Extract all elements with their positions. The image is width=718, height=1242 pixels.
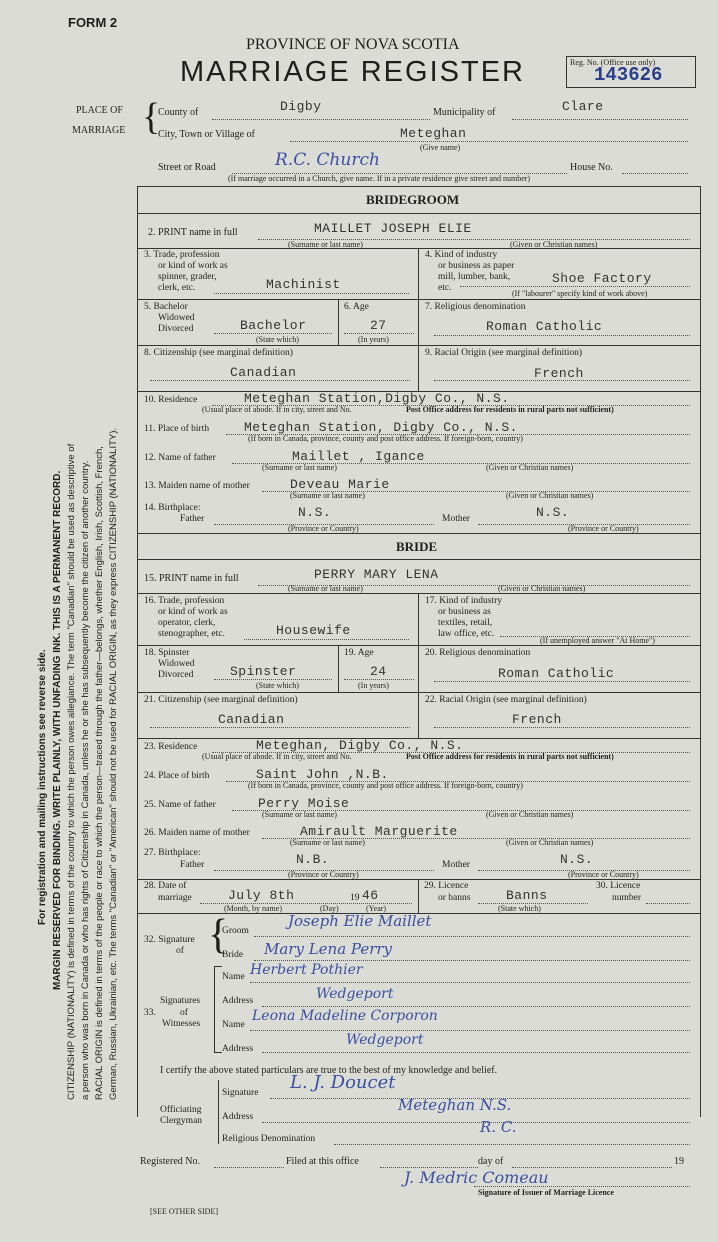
groom-signature: Joseph Elie Maillet (288, 912, 432, 930)
year-prefix: 19 (350, 893, 360, 903)
bride-mother-poc-note: (Province or Country) (568, 870, 639, 879)
year-19-label: 19 (674, 1156, 684, 1167)
groom-vdiv-2 (338, 299, 339, 345)
q5-line (214, 333, 332, 334)
give-name-note: (Give name) (420, 143, 461, 152)
w1-address-label: Address (222, 996, 254, 1006)
municipality-label: Municipality of (433, 107, 496, 118)
q17-label-c: textiles, retail, (438, 618, 493, 628)
bride-res-note-2: Post Office address for residents in rural parts not sufficient) (406, 752, 614, 761)
clergy-label-a: Officiating (160, 1105, 202, 1115)
witness-label-b: of (180, 1008, 188, 1018)
father-given-note: (Given or Christian names) (486, 463, 574, 472)
house-line (622, 173, 688, 174)
witness1-address: Wedgeport (316, 986, 394, 1002)
witness-label-a: Signatures (160, 996, 201, 1006)
father-surname-note: (Surname or last name) (262, 463, 337, 472)
certify-statement: I certify the above stated particulars are true to the best of my knowledge and belief. (160, 1065, 498, 1076)
residence-note-1: (Usual place of abode. If in city, street and No. (202, 405, 352, 414)
surname-note: (Surname or last name) (288, 240, 363, 249)
groom-vdiv-4 (418, 345, 419, 391)
bride-sig-line (254, 960, 690, 961)
labourer-note: (If "labourer" specify kind of work above) (512, 289, 648, 298)
side-instructions: For registration and mailing instructions see reverse side. (37, 649, 48, 925)
day-of-label: day of (478, 1156, 504, 1167)
q30-line (646, 903, 690, 904)
q6-line (344, 333, 414, 334)
q3-label-d: clerk, etc. (158, 283, 196, 293)
bride-father: Perry Moise (258, 796, 350, 811)
witness2-address: Wedgeport (346, 1032, 424, 1048)
year-note: (Year) (366, 904, 387, 913)
bride-state-note: (State which) (256, 681, 299, 690)
witness-label-c: Witnesses (162, 1019, 201, 1029)
given-note: (Given or Christian names) (510, 240, 598, 249)
groom-rule-1 (137, 213, 700, 214)
q18-line (214, 679, 332, 680)
county-value: Digby (280, 99, 322, 114)
q29-label-a: 29. Licence (424, 881, 469, 891)
q4-label-c: mill, lumber, bank, (438, 272, 511, 282)
q18-label-b: Widowed (158, 659, 195, 669)
city-value: Meteghan (400, 126, 467, 141)
q4-label-a: 4. Kind of industry (425, 250, 498, 260)
q15-label: 15. PRINT name in full (144, 573, 239, 584)
state-note: (State which) (256, 335, 299, 344)
q19-line (344, 679, 414, 680)
q28-label-b: marriage (158, 893, 192, 903)
groom-religion: Roman Catholic (486, 319, 603, 334)
q30-label-a: 30. Licence (596, 881, 641, 891)
clergy-denom-line (334, 1144, 690, 1145)
see-other-side: [SEE OTHER SIDE] (150, 1207, 218, 1216)
q5-label-b: Widowed (158, 313, 195, 323)
bride-father-surname-note: (Surname or last name) (262, 810, 337, 819)
clergy-address-label: Address (222, 1112, 254, 1122)
q28-label-a: 28. Date of (144, 881, 187, 891)
q12-label: 12. Name of father (144, 453, 216, 463)
bride-mother-birthplace: N.S. (560, 852, 594, 867)
groom-residence: Meteghan Station,Digby Co., N.S. (244, 391, 510, 406)
q4-label-b: or business as paper (438, 261, 515, 271)
groom-full-name: MAILLET JOSEPH ELIE (314, 221, 472, 236)
house-label: House No. (570, 162, 613, 173)
groom-citizenship: Canadian (230, 365, 297, 380)
filed-label: Filed at this office (286, 1156, 359, 1167)
q18-label-a: 18. Spinster (144, 648, 190, 658)
month-note: (Month, by name) (224, 904, 282, 913)
place-brace: { (142, 96, 161, 138)
w1-name-line (250, 982, 690, 983)
q30-label-b: number (612, 893, 642, 903)
side-margin-note: MARGIN RESERVED FOR BINDING. WRITE PLAINLY, WITH UNFADING INK. THIS IS A PERMANENT RECORD. (52, 470, 63, 990)
q2-label: 2. PRINT name in full (148, 227, 238, 238)
bride-birth-note: (If born in Canada, province, county and post office address. If foreign-born, country) (248, 781, 523, 790)
street-note: (If marriage occurred in a Church, give name. If in a private residence give street and number) (228, 174, 531, 183)
q5-label-c: Divorced (158, 324, 194, 334)
side-racial-def: RACIAL ORIGIN is defined in terms of the people or race to which the person—traced through the father—belongs, whether English, Irish, Scottish, French, (94, 446, 105, 1100)
bride-status: Spinster (230, 664, 297, 679)
form-number: FORM 2 (68, 15, 118, 30)
q7-line (434, 335, 690, 336)
street-label: Street or Road (158, 162, 216, 173)
clergy-signature-label: Signature (222, 1088, 259, 1098)
q16-label-c: operator, clerk, (158, 618, 216, 628)
q13-label: 13. Maiden name of mother (144, 481, 250, 491)
q22-label: 22. Racial Origin (see marginal definition) (425, 695, 587, 705)
clergy-denomination: R. C. (480, 1118, 517, 1136)
bride-mother-surname-note: (Surname or last name) (290, 838, 365, 847)
groom-sig-label: Groom (222, 926, 249, 936)
w1-name-label: Name (222, 972, 245, 982)
bride-mother: Amirault Marguerite (300, 824, 458, 839)
q23-label: 23. Residence (144, 742, 198, 752)
bride-given-note: (Given or Christian names) (498, 584, 586, 593)
clergy-address: Meteghan N.S. (398, 1096, 512, 1114)
sig-brace: { (208, 912, 229, 958)
q3-line (214, 293, 409, 294)
q27-label: 27. Birthplace: (144, 848, 201, 858)
side-citizenship-def-2: a person who was born in Canada or who has rights of Citizenship in Canada, unless he or she has subsequently become the citizen of another country. (80, 460, 91, 1100)
bride-mother-bp-label: Mother (442, 860, 470, 870)
bride-trade: Housewife (276, 623, 351, 638)
w1-address-line (262, 1006, 690, 1007)
reg-no-value: 143626 (594, 64, 663, 86)
q16-label-b: or kind of work as (158, 607, 228, 617)
mother-given-note: (Given or Christian names) (506, 491, 594, 500)
bride-heading: BRIDE (396, 539, 438, 554)
q3-label-b: or kind of work as (158, 261, 228, 271)
groom-birthplace: Meteghan Station, Digby Co., N.S. (244, 420, 518, 435)
bride-father-poc-note: (Province or Country) (288, 870, 359, 879)
q18-label-c: Divorced (158, 670, 194, 680)
q3-label-a: 3. Trade, profession (144, 250, 220, 260)
issuer-line (474, 1186, 690, 1187)
bride-father-given-note: (Given or Christian names) (486, 810, 574, 819)
groom-sig-line (254, 936, 690, 937)
groom-trade: Machinist (266, 277, 341, 292)
q9-label: 9. Racial Origin (see marginal definition) (425, 348, 583, 358)
q21-label: 21. Citizenship (see marginal definition) (144, 695, 298, 705)
witness-bracket (214, 966, 215, 1052)
q4-label-d: etc. (438, 283, 452, 293)
groom-origin: French (534, 366, 584, 381)
bride-citizenship: Canadian (218, 712, 285, 727)
register-title: MARRIAGE REGISTER (180, 56, 525, 88)
city-label: City, Town or Village of (158, 129, 255, 140)
registered-label: Registered No. (140, 1156, 200, 1167)
q17-label-a: 17. Kind of industry (425, 596, 503, 606)
issuer-label: Signature of Issuer of Marriage Licence (478, 1188, 614, 1197)
mother-poc-note: (Province or Country) (568, 524, 639, 533)
bride-vdiv-1 (418, 593, 419, 645)
q20-line (434, 681, 690, 682)
city-line (290, 141, 688, 142)
banns-value: Banns (506, 888, 548, 903)
q22-line (434, 727, 690, 728)
q33-label: 33. (144, 1008, 156, 1018)
q11-label: 11. Place of birth (144, 424, 210, 434)
q17-label-b: or business as (438, 607, 491, 617)
date-vdiv (418, 879, 419, 913)
bride-vdiv-3 (418, 645, 419, 692)
q26-label: 26. Maiden name of mother (144, 828, 250, 838)
bride-signature: Mary Lena Perry (264, 940, 393, 958)
home-note: (If unemployed answer "At Home") (540, 636, 655, 645)
q21-line (150, 727, 410, 728)
registered-line (214, 1167, 284, 1168)
day-note: (Day) (320, 904, 339, 913)
groom-father-birthplace: N.S. (298, 505, 332, 520)
street-value: R.C. Church (275, 150, 380, 170)
q25-label: 25. Name of father (144, 800, 216, 810)
q4-line (460, 286, 690, 287)
witness2-name: Leona Madeline Corporon (252, 1008, 438, 1024)
bride-religion: Roman Catholic (498, 666, 615, 681)
clergy-addr-line (262, 1122, 690, 1123)
bride-father-bp-label: Father (180, 860, 205, 870)
q16-label-a: 16. Trade, profession (144, 596, 225, 606)
w2-address-label: Address (222, 1044, 254, 1054)
groom-mother-birthplace: N.S. (536, 505, 570, 520)
q19-label: 19. Age (344, 648, 374, 658)
q8-line (150, 380, 410, 381)
years-note: (In years) (358, 335, 389, 344)
clergy-label-b: Clergyman (160, 1116, 203, 1126)
mother-bp-label: Mother (442, 514, 470, 524)
q16-line (244, 639, 409, 640)
bride-mother-given-note: (Given or Christian names) (506, 838, 594, 847)
w2-name-label: Name (222, 1020, 245, 1030)
bride-rule-1 (137, 559, 700, 560)
father-bp-label: Father (180, 514, 205, 524)
witness1-name: Herbert Pothier (250, 962, 363, 978)
groom-rule-6 (137, 533, 700, 534)
bride-full-name: PERRY MARY LENA (314, 567, 439, 582)
groom-vdiv-3 (418, 299, 419, 345)
clergy-signature: L. J. Doucet (290, 1072, 396, 1093)
bride-res-note-1: (Usual place of abode. If in city, street and No. (202, 752, 352, 761)
side-racial-def-2: German, Russian, Ukrainian, etc. The terms "Canadian" or "American" should not be used for RACIAL ORIGIN, as they express CITIZENSHIP (NATIONALITY). (108, 427, 119, 1100)
q5-label-a: 5. Bachelor (144, 302, 188, 312)
q17-label-d: law office, etc. (438, 629, 495, 639)
groom-industry: Shoe Factory (552, 271, 652, 286)
bride-vdiv-2 (338, 645, 339, 692)
marriage-year: 46 (362, 888, 379, 903)
bridegroom-heading: BRIDEGROOM (366, 192, 460, 207)
q32-label-b: of (176, 946, 184, 956)
q32-label-a: 32. Signature (144, 935, 195, 945)
q10-label: 10. Residence (144, 395, 198, 405)
witness-bracket-bottom (214, 1052, 222, 1053)
groom-mother: Deveau Marie (290, 477, 390, 492)
q16-label-d: stenographer, etc. (158, 629, 225, 639)
place-label-2: MARRIAGE (72, 125, 126, 136)
w2-name-line (250, 1030, 690, 1031)
q20-label: 20. Religious denomination (425, 648, 531, 658)
bride-origin: French (512, 712, 562, 727)
w2-address-line (262, 1052, 690, 1053)
q29-label-b: or banns (438, 893, 471, 903)
issuer-signature: J. Medric Comeau (404, 1168, 549, 1187)
q6-label: 6. Age (344, 302, 369, 312)
bride-sig-label: Bride (222, 950, 244, 960)
bride-years-note: (In years) (358, 681, 389, 690)
clergy-denom-label: Religious Denomination (222, 1134, 316, 1144)
father-poc-note: (Province or Country) (288, 524, 359, 533)
residence-note-2: Post Office address for residents in rural parts not sufficient) (406, 405, 614, 414)
q3-label-c: spinner, grader, (158, 272, 217, 282)
q24-label: 24. Place of birth (144, 771, 210, 781)
county-line (212, 119, 430, 120)
bride-age: 24 (370, 664, 387, 679)
birth-note: (If born in Canada, province, county and post office address. If foreign-born, country) (248, 434, 523, 443)
marriage-month-day: July 8th (228, 888, 295, 903)
groom-father: Maillet , Igance (292, 449, 425, 464)
groom-age: 27 (370, 318, 387, 333)
groom-status: Bachelor (240, 318, 307, 333)
county-label: County of (158, 107, 199, 118)
municipality-value: Clare (562, 99, 604, 114)
side-citizenship-def: CITIZENSHIP (NATIONALITY) is defined in terms of the country to which the person owes allegiance. The term "Canadian" should be used as descriptive of (66, 443, 77, 1100)
bride-birthplace: Saint John ,N.B. (256, 767, 389, 782)
reg-no-label: Reg. No. (Office use only) (570, 58, 656, 67)
q7-label: 7. Religious denomination (425, 302, 526, 312)
banns-state-note: (State which) (498, 904, 541, 913)
bride-surname-note: (Surname or last name) (288, 584, 363, 593)
clergy-bracket (218, 1080, 219, 1144)
place-label: PLACE OF (76, 105, 123, 116)
bride-vdiv-4 (418, 692, 419, 738)
mother-surname-note: (Surname or last name) (290, 491, 365, 500)
q8-label: 8. Citizenship (see marginal definition) (144, 348, 293, 358)
bride-residence: Meteghan, Digby Co., N.S. (256, 738, 464, 753)
bride-father-birthplace: N.B. (296, 852, 330, 867)
municipality-line (512, 119, 688, 120)
groom-vdiv-1 (418, 248, 419, 299)
q14-label: 14. Birthplace: (144, 503, 201, 513)
witness-bracket-top (214, 966, 222, 967)
province-title: PROVINCE OF NOVA SCOTIA (246, 36, 460, 53)
